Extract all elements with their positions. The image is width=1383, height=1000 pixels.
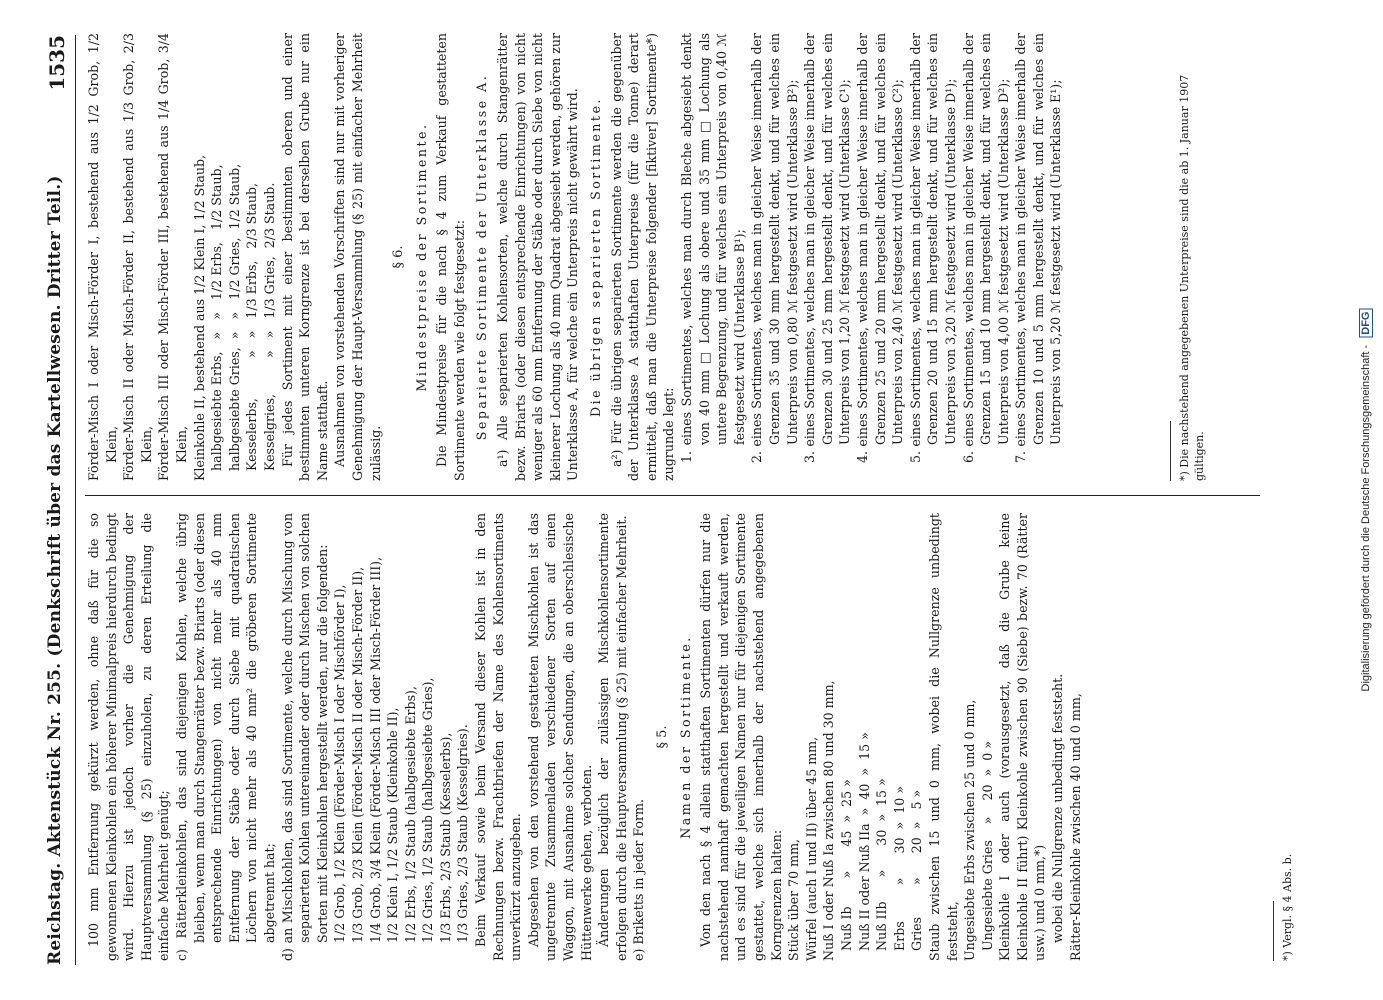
paragraph: a²) Für die übrigen separierten Sortimente werden die gegenüber der Unterklasse A statthaften Unterpreise (für die Tonne) derart ermittelt, daß man die Unterpreise folgender [fiktiver] Sortimente*) zugrunde legt: bbox=[608, 33, 677, 481]
paragraph: Änderungen bezüglich der zulässigen Mischkohlensortimente erfolgen durch die Hauptversammlung (§ 25) mit einfacher Mehrheit. bbox=[596, 513, 629, 961]
paragraph-d: d) an Mischkohlen, das sind Sortimente, welche durch Mischung von separierten Kohlen untereinander oder durch Mischen von solchen Sorten mit Kleinkohlen hergestellt werden, nur die folgenden: bbox=[279, 513, 330, 961]
list-item: 1/3 Gries, 2/3 Staub (Kesselgries). bbox=[455, 724, 471, 943]
paragraph: Abgesehen von den vorstehend gestatteten Mischkohlen ist das ungetrennte Zusammenladen verschiedener Sorten auf einen Waggon, mit Ausnahme solcher Sendungen, die an oberschlesische Hüttenwerke gehen, verboten. bbox=[525, 513, 594, 961]
header-rule bbox=[75, 35, 76, 965]
table-row: Nuß IIb » 30 » 15 » bbox=[874, 778, 890, 951]
table-row: Nuß I oder Nuß Ia zwischen 80 und 30 mm, bbox=[821, 680, 837, 961]
numbered-item: 4. eines Sortimentes, welches man in gleicher Weise innerhalb der Grenzen 25 und 20 mm hergestellt denkt, und für welches ein Unterpreis von 2,40 ℳ festgesetzt wird (Unterklasse C²); bbox=[854, 33, 906, 463]
table-row: Erbs » 30 » 10 » bbox=[891, 786, 907, 951]
footnote-rule bbox=[1170, 421, 1171, 481]
page-number: 1535 bbox=[45, 35, 69, 91]
paragraph: Von den nach § 4 allein statthaften Sortimenten dürfen nur die nachstehend namhaft gemachten hergestellt und verkauft werden, und es sind für die jeweiligen Namen nur für diejenigen Sortimente gestattet, welche sich innerhalb der nachstehend angegebenen Korngrenzen halten: bbox=[698, 513, 784, 961]
numbered-item: 3. eines Sortimentes, welches man in gleicher Weise innerhalb der Grenzen 30 und 25 mm hergestellt denkt, und für welches ein Unterpreis von 1,20 ℳ festgesetzt wird (Unterklasse C¹); bbox=[802, 33, 853, 463]
numbered-item: 7. eines Sortimentes, welches man in gleicher Weise innerhalb der Grenzen 10 und 5 mm hergestellt denkt, und für welches ein Unterpreis von 5,20 ℳ festgesetzt wird (Unterklasse E¹); bbox=[1013, 33, 1064, 463]
numbered-item: 6. eines Sortimentes, welches man in gleicher Weise innerhalb der Grenzen 15 und 10 mm hergestellt denkt, und für welches ein Unterpreis von 4,00 ℳ festgesetzt wird (Unterklasse D²); bbox=[960, 33, 1011, 463]
table-row: Rätter-Kleinkohle zwischen 40 und 0 mm, bbox=[1067, 693, 1083, 961]
paragraph: Die Mindestpreise für die nach § 4 zum Verkauf gestatteten Sortimente werden wie folgt festgesetzt: bbox=[434, 33, 467, 481]
table-row: Würfel (auch I und II) über 45 mm, bbox=[803, 736, 819, 961]
list-item: 1/2 Gries, 1/2 Staub (halbgesiebte Gries), bbox=[420, 677, 436, 943]
list-item: 1/3 Erbs, 2/3 Staub (Kesselerbs), bbox=[437, 732, 453, 943]
rotated-page bbox=[45, 35, 1340, 965]
credit-text: Digitalisierung gefördert durch die Deutsche Forschungsgemeinschaft - bbox=[1360, 344, 1372, 691]
paragraph: Beim Verkauf sowie beim Versand dieser Kohlen ist in den Rechnungen bezw. Frachtbriefen der Name des Kohlensortiments unverkürzt anzugeben. bbox=[473, 513, 524, 961]
table-row: halbgesiebte Gries, » » 1/2 Gries, 1/2 Staub, bbox=[226, 163, 242, 471]
table-row: Kleinkohle I oder auch (vorausgesetzt, daß die Grube keine Kleinkohle II führt) Kleinkohle zwischen 90 (Siebe) bezw. 70 (Rätter usw.) und 0 mm,*) bbox=[997, 513, 1048, 961]
dfg-logo: DFG bbox=[1359, 308, 1373, 337]
running-header bbox=[45, 35, 73, 965]
paragraph-e: e) Briketts in jeder Form. bbox=[631, 799, 647, 961]
list-item: 1/2 Grob, 1/2 Klein (Förder-Misch I oder Mischförder I), bbox=[332, 584, 348, 943]
left-column bbox=[85, 513, 1084, 961]
table-row: Staub zwischen 15 und 0 mm, wobei die Nullgrenze unbedingt feststeht, bbox=[926, 513, 960, 961]
section-title: Namen der Sortimente. bbox=[677, 635, 693, 839]
table-row: Stück über 70 mm, bbox=[786, 838, 802, 961]
table-row: Ungesiebte Gries » 20 » 0 » bbox=[979, 741, 995, 951]
paragraph: Ausnahmen von vorstehenden Vorschriften sind nur mit vorheriger Genehmigung der Haupt-Versammlung (§ 25) mit einfacher Mehrheit zulässig. bbox=[332, 33, 383, 481]
table-row: Ungesiebte Erbs zwischen 25 und 0 mm, bbox=[962, 699, 978, 961]
list-item: Kleinkohle II, bestehend aus 1/2 Klein I, 1/2 Staub, bbox=[191, 154, 207, 481]
bracket-note: wobei die Nullgrenze unbedingt feststeht. bbox=[1050, 673, 1066, 943]
right-column bbox=[85, 33, 1065, 481]
paragraph: Für jedes Sortiment mit einer bestimmten oberen und einer bestimmten unteren Korngrenze ist bei derselben Grube nur ein Name statthaft. bbox=[279, 33, 330, 481]
paragraph-c: c) Rätterkleinkohlen, das sind diejenigen Kohlen, welche übrig bleiben, wenn man durch Stangenrätter bezw. Briarts (oder diesen entsprechende Einrichtungen) von nicht mehr als 40 mm Entfernung der Stäbe oder durch Siebe mit quadratischen Löchern von nicht mehr als 40 mm² die gröberen Sortimente abgetrennt hat; bbox=[173, 513, 277, 961]
header-title: Reichstag. Aktenstück Nr. 255. (Denkschrift über das Kartellwesen. Dritter Teil.) bbox=[45, 175, 65, 965]
table-row: Gries » 20 » 5 » bbox=[909, 789, 925, 951]
list-item: 1/2 Erbs, 1/2 Staub (halbgesiebte Erbs), bbox=[402, 686, 418, 943]
list-item: Förder-Misch III oder Misch-Förder III, bestehend aus 1/4 Grob, 3/4 Klein, bbox=[156, 33, 189, 481]
list-item: 1/2 Klein I, 1/2 Staub (Kleinkohle II), bbox=[385, 707, 401, 943]
digitization-credit bbox=[1351, 12, 1381, 987]
table-row: Nuß Ib » 45 » 25 » bbox=[838, 779, 854, 951]
subsection-title: Die übrigen separierten Sortimente. bbox=[588, 97, 604, 417]
numbered-item: 1. eines Sortimentes, welches man durch Bleche abgesiebt denkt von 40 mm □ Lochung als obere und 35 mm □ Lochung als untere Begrenzung, und für welches ein Unterpreis von 0,40 ℳ festgesetzt wird (Unterklasse B¹); bbox=[679, 33, 747, 463]
list-item: 1/3 Grob, 2/3 Klein (Förder-Misch II oder Misch-Förder II), bbox=[349, 566, 365, 943]
footnote-right: *) Die nachstehend angegebenen Unterpreise sind die ab 1. Januar 1907 gültigen. bbox=[1178, 74, 1206, 481]
paragraph: a¹) Alle separierten Kohlensorten, welche durch Stangenrätter bezw. Briarts (oder diesen entsprechende Einrichtungen) von nicht weniger als 60 mm Entfernung der Stäbe oder durch Siebe von nicht kleinerer Lochung als 40 mm Quadrat abgesiebt werden, gehören zur Unterklasse A, für welche ein Unterpreis nicht gewährt wird. bbox=[495, 33, 581, 481]
section-number: § 6. bbox=[391, 245, 407, 269]
table-row: halbgesiebte Erbs, » » 1/2 Erbs, 1/2 Staub, bbox=[209, 164, 225, 471]
subsection-title: Separierte Sortimente der Unterklasse A. bbox=[474, 73, 490, 441]
table-row: Kesselgries, » » 1/3 Gries, 2/3 Staub. bbox=[261, 182, 277, 471]
footnote-left: *) Vergl. § 4 Abs. b. bbox=[1281, 853, 1294, 961]
numbered-item: 2. eines Sortimentes, welches man in gleicher Weise innerhalb der Grenzen 35 und 30 mm hergestellt denkt, und für welches ein Unterpreis von 0,80 ℳ festgesetzt wird (Unterklasse B²); bbox=[749, 33, 800, 463]
numbered-item: 5. eines Sortimentes, welches man in gleicher Weise innerhalb der Grenzen 20 und 15 mm hergestellt denkt, und für welches ein Unterpreis von 3,20 ℳ festgesetzt wird (Unterklasse D¹); bbox=[907, 33, 958, 463]
list-item: 1/4 Grob, 3/4 Klein (Förder-Misch III oder Misch-Förder III), bbox=[367, 556, 383, 943]
list-item: Förder-Misch I oder Misch-Förder I, bestehend aus 1/2 Grob, 1/2 Klein, bbox=[86, 33, 119, 481]
section-number: § 5. bbox=[655, 725, 670, 749]
list-item: Förder-Misch II oder Misch-Förder II, bestehend aus 1/3 Grob, 2/3 Klein, bbox=[121, 33, 154, 481]
section-title: Mindestpreise der Sortimente. bbox=[413, 122, 429, 392]
table-row: Kesselerbs, » » 1/3 Erbs, 2/3 Staub, bbox=[244, 182, 260, 471]
table-row: Nuß II oder Nuß IIa » 40 » 15 » bbox=[856, 732, 872, 951]
paragraph: 100 mm Entfernung gekürzt werden, ohne daß für die so gewonnenen Kleinkohlen ein höherer Minimalpreis hierdurch bedingt wird. Hierzu ist jedoch vorher die Genehmigung der Hauptversammlung (§ 25) einzuholen, zu deren Erteilung die einfache Mehrheit genügt; bbox=[86, 513, 172, 961]
footnote-rule bbox=[1273, 901, 1274, 961]
column-divider bbox=[85, 495, 1260, 496]
